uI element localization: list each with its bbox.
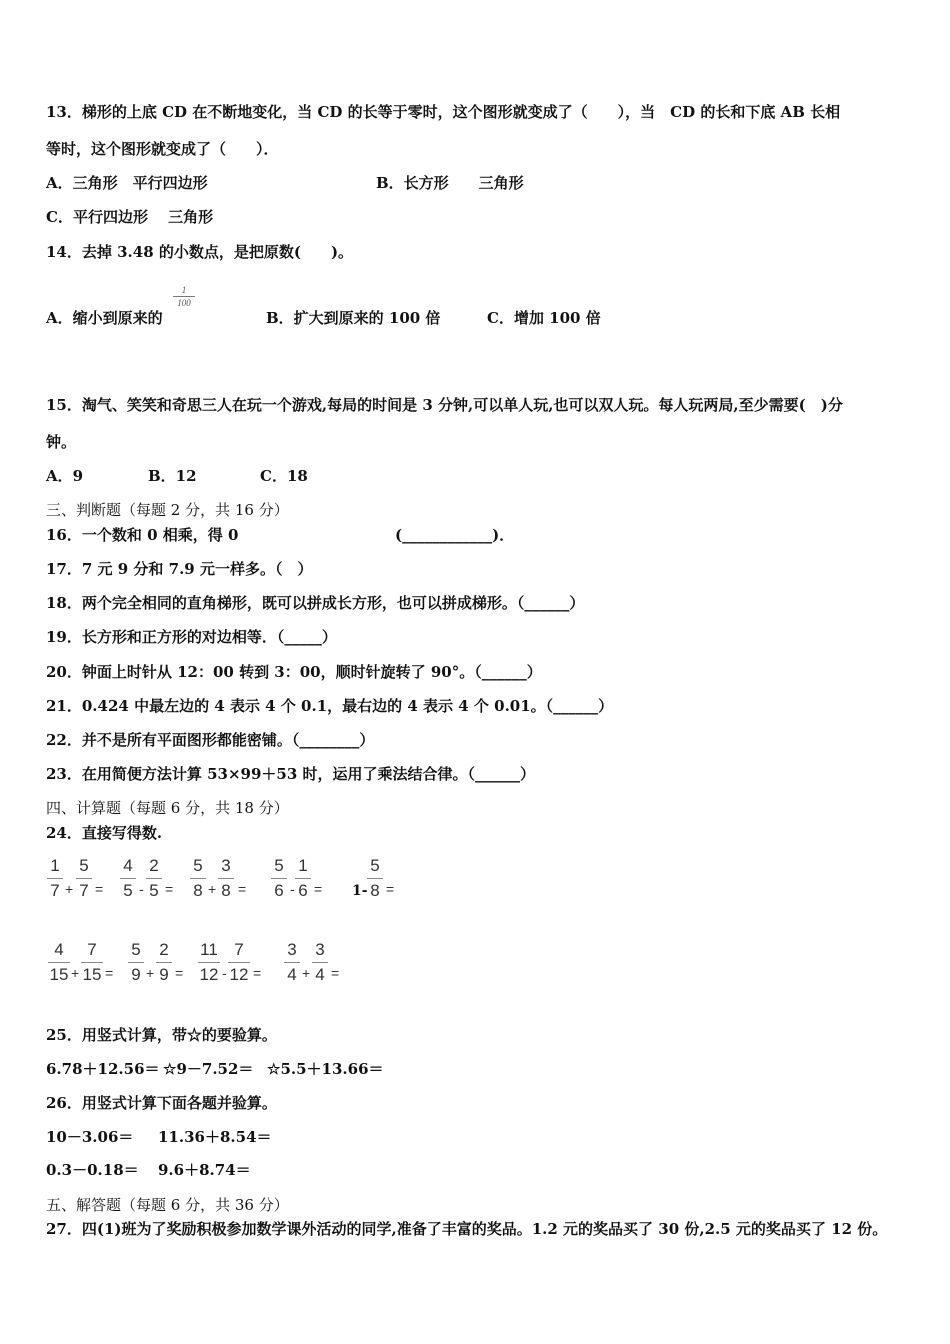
q15-line2: 钟。 [46,433,77,451]
equals: = [175,965,184,981]
equals: = [314,881,323,897]
q21: 21．0.424 中最左边的 4 表示 4 个 0.1，最右边的 4 表示 4 个 0.01。（______） [46,697,614,715]
q14-option-c: C．增加 100 倍 [487,309,601,327]
operator: - [222,965,227,981]
fraction: 5 8 [190,856,206,901]
fraction: 3 8 [218,856,234,901]
q15-option-a: A．9 [46,467,84,485]
q14-option-a-fraction [173,285,195,308]
q14-stem: 14．去掉 3.48 的小数点，是把原数( )。 [46,243,354,261]
fraction: 2 5 [146,856,162,901]
equals: = [105,965,114,981]
q26-item-4: 9.6＋8.74＝ [158,1161,251,1179]
operator: + [302,965,311,981]
fraction: 3 4 [284,940,300,985]
q27: 27．四(1)班为了奖励积极参加数学课外活动的同学,准备了丰富的奖品。1.2 元的奖品买了 30 份,2.5 元的奖品买了 12 份。 [46,1220,888,1238]
q13-line1: 13．梯形的上底 CD 在不断地变化，当 CD 的长等于零时，这个图形就变成了（ ），当 CD 的长和下底 AB 长相 [46,103,841,121]
q14-option-a: A．缩小到原来的 [46,309,163,327]
fraction: 5 7 [76,856,92,901]
q26-stem: 26．用竖式计算下面各题并验算。 [46,1094,277,1112]
operator: + [146,965,155,981]
q16-blank: (____________)． [395,526,515,544]
fraction: 7 12 [229,940,249,984]
q13-option-c: C．平行四边形 三角形 [46,208,214,226]
fraction: 4 15 [49,940,69,984]
equals: = [253,965,262,981]
q26-item-2: 11.36＋8.54＝ [158,1128,272,1146]
q19: 19．长方形和正方形的对边相等．（_____） [46,628,337,646]
equals: = [386,881,395,897]
q25-item-2: ☆9－7.52＝ [163,1060,254,1078]
q24-stem: 24．直接写得数. [46,824,163,842]
operator: + [208,881,217,897]
q15-option-b: B．12 [148,467,197,485]
equals: = [165,881,174,897]
q14-fraction-numerator: 1 [181,285,187,295]
equals: = [95,881,104,897]
q16-text: 16．一个数和 0 相乘，得 0 [46,526,239,544]
operator: + [71,965,80,981]
q14-fraction-denominator: 100 [177,298,191,308]
fraction: 5 8 [367,856,383,901]
fraction: 3 4 [312,940,328,985]
fraction: 4 5 [120,856,136,901]
q20: 20．钟面上时针从 12：00 转到 3：00，顺时针旋转了 90°。（______） [46,663,542,681]
q26-item-3: 0.3－0.18＝ [46,1161,139,1179]
section-3-heading: 三、判断题（每题 2 分，共 16 分） [46,501,289,519]
fraction: 1 6 [295,856,311,901]
operator: + [65,881,74,897]
q25-item-3: ☆5.5＋13.66＝ [267,1060,384,1078]
fraction: 11 12 [199,940,219,984]
operator: - [290,881,295,897]
equals: = [331,965,340,981]
fraction: 1 7 [47,856,63,901]
fraction: 7 15 [82,940,102,984]
section-4-heading: 四、计算题（每题 6 分，共 18 分） [46,799,289,817]
q14-option-b: B．扩大到原来的 100 倍 [266,309,441,327]
fraction: 2 9 [156,940,172,985]
q25-item-1: 6.78＋12.56＝ [46,1060,160,1078]
q17: 17．7 元 9 分和 7.9 元一样多。（ ） [46,560,313,578]
operator: - [139,881,144,897]
equals: = [238,881,247,897]
q13-option-b: B．长方形 三角形 [376,174,524,192]
whole-number: 1- [352,883,368,899]
q15-line1: 15．淘气、笑笑和奇思三人在玩一个游戏,每局的时间是 3 分钟,可以单人玩,也可以双人玩。每人玩两局,至少需要( )分 [46,396,843,414]
q26-item-1: 10－3.06＝ [46,1128,134,1146]
q18: 18．两个完全相同的直角梯形，既可以拼成长方形，也可以拼成梯形。（______） [46,594,585,612]
fraction: 5 9 [128,940,144,985]
q13-option-a: A．三角形 平行四边形 [46,174,208,192]
q23: 23．在用简便方法计算 53×99＋53 时，运用了乘法结合律。（______） [46,765,536,783]
fraction: 5 6 [271,856,287,901]
q15-option-c: C．18 [260,467,308,485]
q13-line2: 等时，这个图形就变成了（ ）． [46,140,279,158]
section-5-heading: 五、解答题（每题 6 分，共 36 分） [46,1196,289,1214]
q22: 22．并不是所有平面图形都能密铺。（________） [46,731,375,749]
q25-stem: 25．用竖式计算，带☆的要验算。 [46,1026,277,1044]
